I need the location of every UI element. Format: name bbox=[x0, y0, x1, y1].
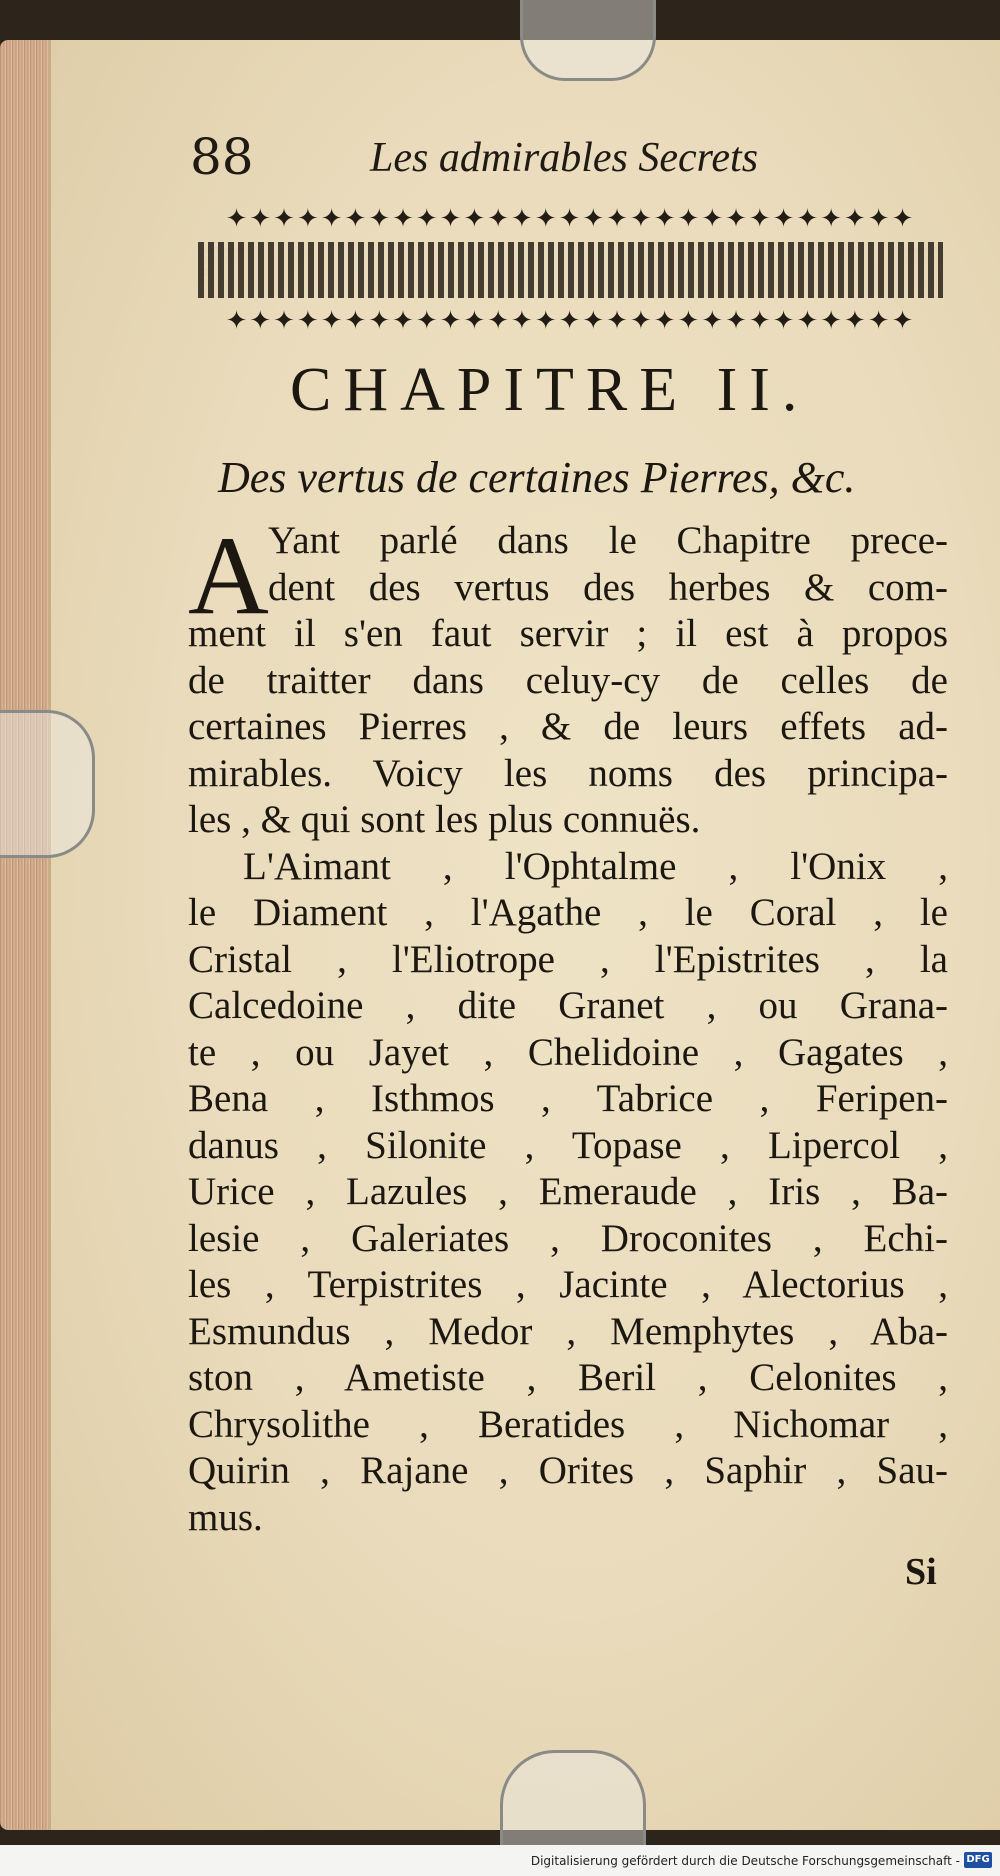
text-line: Bena , Isthmos , Tabrice , Feripen- bbox=[188, 1077, 948, 1120]
text-line: lesie , Galeriates , Droconites , Echi- bbox=[188, 1216, 948, 1260]
ornament-row-bottom: ✦✦✦✦✦✦✦✦✦✦✦✦✦✦✦✦✦✦✦✦✦✦✦✦✦✦✦✦✦ bbox=[225, 306, 916, 336]
chapter-title: CHAPITRE II. bbox=[290, 356, 810, 424]
text-line: de traitter dans celuy-cy de celles de bbox=[188, 658, 948, 702]
footer-credit: Digitalisierung gefördert durch die Deutsche Forschungsgemeinschaft - bbox=[530, 1854, 960, 1868]
text-line: Esmundus , Medor , Memphytes , Aba- bbox=[188, 1309, 948, 1353]
digitization-footer bbox=[0, 1845, 1000, 1876]
text-line: Urice , Lazules , Emeraude , Iris , Ba- bbox=[188, 1170, 948, 1213]
text-line: Calcedoine , dite Granet , ou Grana- bbox=[188, 984, 948, 1027]
running-head-title: Les admirables Secrets bbox=[370, 135, 759, 181]
paragraph-2 bbox=[188, 844, 948, 1542]
text-line: Quirin , Rajane , Orites , Saphir , Sau- bbox=[188, 1449, 948, 1492]
paragraph-1 bbox=[188, 514, 948, 844]
dfg-logo[interactable]: DFG bbox=[964, 1852, 992, 1868]
body-text bbox=[188, 514, 948, 1541]
running-head bbox=[190, 128, 950, 188]
text-line: les , Terpistrites , Jacinte , Alectorius , bbox=[188, 1263, 948, 1306]
text-line: ment il s'en faut servir ; il est à propos bbox=[188, 612, 948, 655]
text-line: Chrysolithe , Beratides , Nichomar , bbox=[188, 1402, 948, 1446]
printers-ornament bbox=[198, 200, 943, 342]
text-line: danus , Silonite , Topase , Lipercol , bbox=[188, 1123, 948, 1167]
catchword: Si bbox=[905, 1551, 937, 1593]
text-line: mirables. Voicy les noms des principa- bbox=[188, 751, 948, 795]
text-line: Yant parlé dans le Chapitre prece- bbox=[268, 519, 948, 562]
text-line: te , ou Jayet , Chelidoine , Gagates , bbox=[188, 1030, 948, 1074]
page-clip-left bbox=[0, 710, 95, 858]
text-line: dent des vertus des herbes & com- bbox=[268, 565, 948, 609]
text-line: L'Aimant , l'Ophtalme , l'Onix , bbox=[243, 844, 948, 888]
drop-cap: A bbox=[188, 514, 269, 638]
text-line: Cristal , l'Eliotrope , l'Epistrites , la bbox=[188, 937, 948, 981]
page-number: 88 bbox=[190, 128, 254, 186]
chapter-subtitle: Des vertus de certaines Pierres, &c. bbox=[218, 453, 856, 502]
text-line: ston , Ametiste , Beril , Celonites , bbox=[188, 1356, 948, 1399]
text-line: les , & qui sont les plus connuës. bbox=[188, 798, 701, 841]
ornament-row-top: ✦✦✦✦✦✦✦✦✦✦✦✦✦✦✦✦✦✦✦✦✦✦✦✦✦✦✦✦✦ bbox=[225, 204, 916, 234]
text-line: le Diament , l'Agathe , le Coral , le bbox=[188, 891, 948, 934]
text-line: certaines Pierres , & de leurs effets ad- bbox=[188, 705, 948, 748]
ornament-band bbox=[198, 242, 943, 298]
page-clip-top bbox=[520, 0, 656, 81]
book-page-edges bbox=[0, 40, 50, 1830]
text-line: mus. bbox=[188, 1495, 263, 1539]
